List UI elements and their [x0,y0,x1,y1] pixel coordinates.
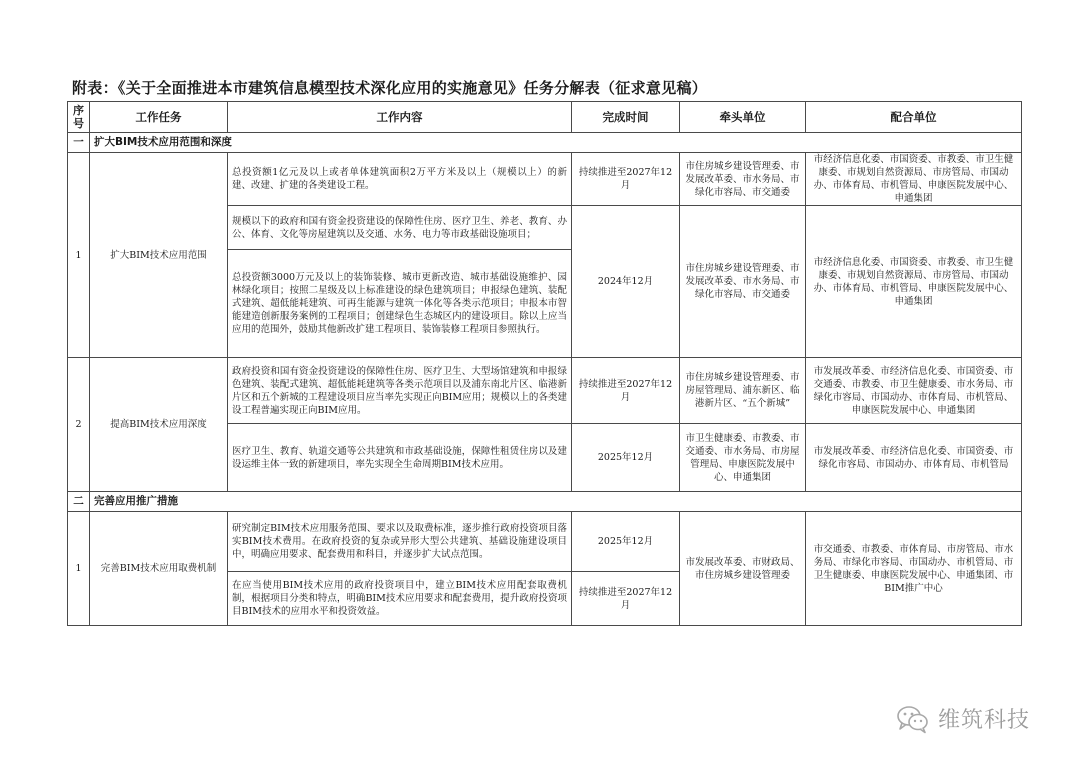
header-coop: 配合单位 [806,102,1022,133]
watermark [896,703,1030,734]
task-seq: 2 [68,358,90,492]
task-content: 研究制定BIM技术应用服务范围、要求以及取费标准，逐步推行政府投资项目落实BIM技术费用。在政府投资的复杂或异形大型公共建筑、基础设施建设项目中，明确应用要求、配套费用和科目，并逐步扩大试点范围。 [228,512,572,572]
task-time: 2024年12月 [572,206,680,358]
task-coop: 市经济信息化委、市国资委、市教委、市卫生健康委、市规划自然资源局、市房管局、市国动办、市体育局、市机管局、申康医院发展中心、申通集团 [806,206,1022,358]
task-content: 医疗卫生、教育、轨道交通等公共建筑和市政基础设施，保障性租赁住房以及建设运维主体一致的新建项目，率先实现全生命周期BIM技术应用。 [228,424,572,492]
section-title: 完善应用推广措施 [90,492,1022,512]
task-time: 持续推进至2027年12月 [572,153,680,206]
section-row [68,492,1022,512]
task-name: 扩大BIM技术应用范围 [90,153,228,358]
section-row [68,133,1022,153]
task-content: 总投资额1亿元及以上或者单体建筑面积2万平方米及以上（规模以上）的新建、改建、扩建的各类建设工程。 [228,153,572,206]
header-seq: 序号 [68,102,90,133]
header-lead: 牵头单位 [680,102,806,133]
task-lead: 市住房城乡建设管理委、市发展改革委、市水务局、市绿化市容局、市交通委 [680,206,806,358]
task-coop: 市经济信息化委、市国资委、市教委、市卫生健康委、市规划自然资源局、市房管局、市国动办、市体育局、市机管局、申康医院发展中心、申通集团 [806,153,1022,206]
task-lead: 市发展改革委、市财政局、市住房城乡建设管理委 [680,512,806,626]
header-content: 工作内容 [228,102,572,133]
wechat-icon [896,704,930,734]
section-number: 一 [68,133,90,153]
task-lead: 市住房城乡建设管理委、市发展改革委、市水务局、市绿化市容局、市交通委 [680,153,806,206]
task-coop: 市交通委、市教委、市体育局、市房管局、市水务局、市绿化市容局、市国动办、市机管局、市卫生健康委、申康医院发展中心、申通集团、市BIM推广中心 [806,512,1022,626]
task-content: 政府投资和国有资金投资建设的保障性住房、医疗卫生、大型场馆建筑和申报绿色建筑、装配式建筑、超低能耗建筑等各类示范项目以及浦东南北片区、临港新片区和五个新城的工程建设项目应当率先实现正向BIM应用；规模以上的各类建设工程普遍实现正向BIM应用。 [228,358,572,424]
task-breakdown-table [67,101,1022,626]
table-row [68,153,1022,206]
header-time: 完成时间 [572,102,680,133]
task-coop: 市发展改革委、市经济信息化委、市国资委、市绿化市容局、市国动办、市体育局、市机管局 [806,424,1022,492]
table-row [68,358,1022,424]
task-content: 在应当使用BIM技术应用的政府投资项目中，建立BIM技术应用配套取费机制，根据项目分类和特点，明确BIM技术应用要求和配套费用，提升政府投资项目BIM技术的应用水平和投资效益。 [228,572,572,626]
task-time: 持续推进至2027年12月 [572,572,680,626]
watermark-text: 维筑科技 [938,708,1031,733]
task-time: 2025年12月 [572,424,680,492]
task-coop: 市发展改革委、市经济信息化委、市国资委、市交通委、市教委、市卫生健康委、市水务局、市绿化市容局、市国动办、市体育局、市机管局、申康医院发展中心、申通集团 [806,358,1022,424]
section-title: 扩大BIM技术应用范围和深度 [90,133,1022,153]
page-title: 附表：《关于全面推进本市建筑信息模型技术深化应用的实施意见》任务分解表（征求意见稿） [72,79,708,97]
task-seq: 1 [68,512,90,626]
task-content: 总投资额3000万元及以上的装饰装修、城市更新改造、城市基础设施维护、园林绿化项目；按照二星级及以上标准建设的绿色建筑项目；申报绿色建筑、装配式建筑、超低能耗建筑、可再生能源与建筑一体化等各类示范项目；申报本市智能建造创新服务案例的工程项目；创建绿色生态城区内的建设项目。除以上应当应用的范围外，鼓励其他新改扩建工程项目、装饰装修工程项目参照执行。 [228,250,572,358]
section-number: 二 [68,492,90,512]
task-seq: 1 [68,153,90,358]
task-lead: 市住房城乡建设管理委、市房屋管理局、浦东新区、临港新片区、“五个新城” [680,358,806,424]
task-time: 2025年12月 [572,512,680,572]
header-task: 工作任务 [90,102,228,133]
table-row [68,512,1022,572]
task-name: 完善BIM技术应用取费机制 [90,512,228,626]
task-lead: 市卫生健康委、市教委、市交通委、市水务局、市房屋管理局、申康医院发展中心、申通集团 [680,424,806,492]
header-row [68,102,1022,133]
task-content: 规模以下的政府和国有资金投资建设的保障性住房、医疗卫生、养老、教育、办公、体育、文化等房屋建筑以及交通、水务、电力等市政基础设施项目； [228,206,572,250]
task-name: 提高BIM技术应用深度 [90,358,228,492]
task-time: 持续推进至2027年12月 [572,358,680,424]
